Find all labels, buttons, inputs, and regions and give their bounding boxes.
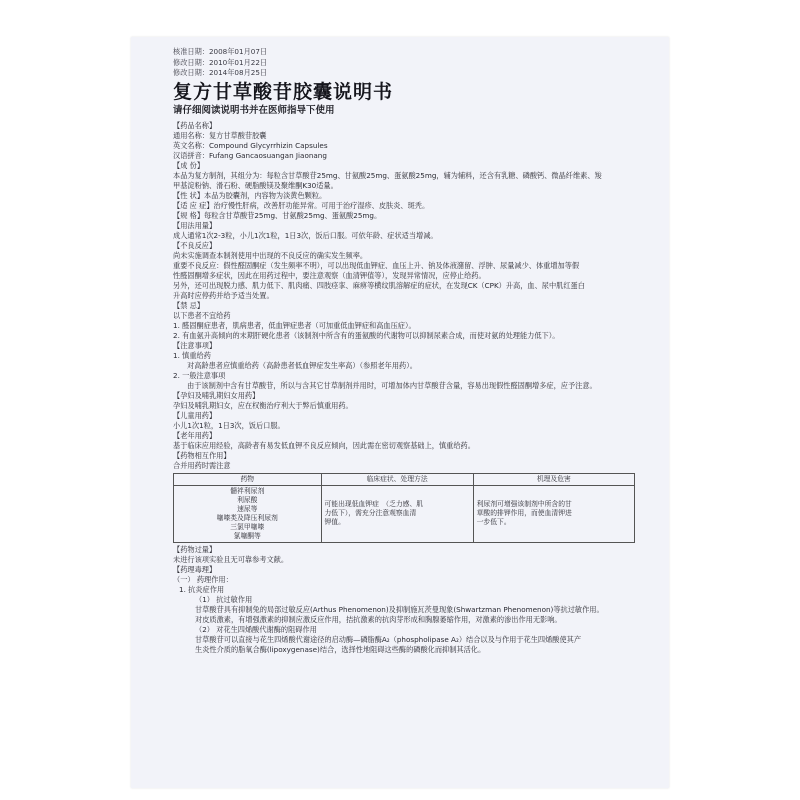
text-line: 以下患者不宜给药 — [173, 310, 231, 320]
section-pregnancy — [173, 391, 661, 411]
symptom-cell — [321, 485, 473, 542]
text-line: 甲基淀粉钠、滑石粉、硬脂酸镁及聚维酮K30适量。 — [173, 180, 338, 190]
symptom-line: 力低下），需充分注意观察血清 — [324, 509, 417, 517]
drug-item: 噻嗪类及降压利尿剂 — [216, 513, 278, 522]
text-line: 小儿1次1粒，1日3次，饭后口服。 — [173, 420, 285, 430]
section-overdose — [173, 545, 661, 565]
symptom-line: 可能出现低血钾症 （乏力感、肌 — [324, 500, 424, 508]
column-header: 药物 — [174, 473, 322, 485]
text-line: （2） 对花生四烯酸代谢酶的阻碍作用 — [195, 624, 317, 634]
section-heading: 【儿童用药】 — [173, 410, 217, 420]
leaflet-paper — [131, 37, 669, 788]
column-header: 机理及危害 — [473, 473, 634, 485]
section-heading: 【不良反应】 — [173, 240, 217, 250]
section-heading: 【禁 忌】 — [173, 300, 205, 310]
section-heading: 【药物相互作用】 — [173, 450, 231, 460]
text-line: 2. 一般注意事项 — [173, 370, 226, 380]
document-title: 复方甘草酸苷胶囊说明书 — [173, 80, 394, 103]
drug-item: 髓袢利尿剂 — [230, 486, 265, 495]
text-line: 对高龄患者应慎重给药（高龄患者低血钾症发生率高）（参照老年用药）。 — [187, 360, 417, 370]
drug-list-cell — [174, 485, 322, 542]
revision-date-1: 修改日期：2010年01月22日 — [173, 57, 268, 67]
section-precautions — [173, 341, 661, 391]
generic-name: 通用名称：复方甘草酸苷胶囊 — [173, 130, 267, 140]
section-children — [173, 411, 661, 431]
text-line: 本品为复方制剂，其组分为：每粒含甘草酸苷25mg、甘氨酸25mg、蛋氨酸25mg，辅为辅料，还含有乳糖、磷酸钙、微晶纤维素、羧 — [173, 170, 602, 180]
text-line: 重要不良反应：假性醛固酮症（发生频率不明），可以出现低血钾症、血压上升、钠及体液潴留、浮肿、尿量减少、体重增加等假 — [173, 260, 580, 270]
text-line: 甘草酸苷具有抑制兔的局部过敏反应(Arthus Phenomenon)及抑制施瓦茨曼现象(Shwartzman Phenomenon)等抗过敏作用。 — [195, 604, 604, 614]
document-subtitle: 请仔细阅读说明书并在医师指导下使用 — [173, 104, 335, 116]
text-line: 未进行该项实验且无可靠参考文献。 — [173, 554, 289, 564]
english-name: 英文名称：Compound Glycyrrhizin Capsules — [173, 140, 328, 150]
drug-item: 速尿等 — [237, 504, 258, 513]
section-adverse-reactions — [173, 241, 661, 301]
revision-dates — [173, 47, 661, 79]
text-line: 2. 有血氨升高倾向的末期肝硬化患者（该制剂中所含有的蛋氨酸的代谢物可以抑制尿素合成，而使对氨的处理能力低下）。 — [173, 330, 560, 340]
section-composition — [173, 161, 661, 191]
text-line: 孕妇及哺乳期妇女，应在权衡治疗利大于弊后慎重用药。 — [173, 400, 353, 410]
section-dosage — [173, 221, 661, 241]
text-line: 对皮质激素，有增强激素的抑制应激反应作用，拮抗激素的抗肉芽形成和胸腺萎缩作用，对激素的渗出作用无影响。 — [195, 614, 562, 624]
column-header: 临床症状、处理方法 — [321, 473, 473, 485]
text-line: 1. 醛固酮症患者，肌病患者，低血钾症患者（可加重低血钾症和高血压症）。 — [173, 320, 416, 330]
text-line: 1. 抗炎症作用 — [179, 584, 225, 594]
section-drug-name — [173, 121, 661, 161]
mechanism-cell — [473, 485, 634, 542]
text-line: 1. 慎重给药 — [173, 350, 211, 360]
section-heading: 【用法用量】 — [173, 220, 217, 230]
section-specification: 【规 格】每粒含甘草酸苷25mg、甘氨酸25mg、蛋氨酸25mg。 — [173, 210, 382, 220]
section-heading: 【药物过量】 — [173, 544, 217, 554]
text-line: （一） 药理作用： — [173, 574, 233, 584]
approval-date: 核准日期：2008年01月07日 — [173, 47, 268, 56]
text-line: 甘草酸苷可以直接与花生四烯酸代谢途径的启动酶—磷脂酶A₂（phospholipase A₂）结合以及与作用于花生四烯酸使其产 — [195, 634, 582, 644]
section-heading: 【药品名称】 — [173, 120, 217, 130]
drug-item: 利尿酸 — [237, 495, 258, 504]
section-interactions — [173, 451, 661, 543]
section-contraindications — [173, 301, 661, 341]
section-character: 【性 状】本品为胶囊剂，内容物为淡黄色颗粒。 — [173, 190, 327, 200]
text-line: 性醛固酮增多症状，因此在用药过程中，要注意观察（血清钾值等），发现异常情况，应停止给药。 — [173, 270, 486, 280]
section-heading: 【注意事项】 — [173, 340, 217, 350]
leaflet-content — [173, 47, 661, 655]
text-line: 生炎性介质的脂氧合酶(lipoxygenase)结合，选择性地阻碍这些酶的磷酸化而抑制其活化。 — [195, 644, 486, 654]
section-heading: 【药理毒理】 — [173, 564, 217, 574]
table-header-row — [174, 473, 635, 485]
mechanism-line: 草酸的排钾作用，而使血清钾进 — [476, 509, 572, 517]
section-heading: 【孕妇及哺乳期妇女用药】 — [173, 390, 260, 400]
mechanism-line: 一步低下。 — [476, 518, 511, 526]
table-row — [174, 485, 635, 542]
section-elderly — [173, 431, 661, 451]
drug-item: 三氯甲噻嗪 — [230, 522, 265, 531]
text-line: 由于该制剂中含有甘草酸苷，所以与含其它甘草制剂并用时，可增加体内甘草酸苷含量，容易出现假性醛固酮增多症，应予注意。 — [187, 380, 597, 390]
drug-item: 氯噻酮等 — [233, 531, 261, 540]
pinyin-name: 汉语拼音：Fufang Gancaosuangan Jiaonang — [173, 150, 327, 160]
mechanism-line: 利尿剂可增强该制剂中所含的甘 — [476, 500, 572, 508]
text-line: 基于临床应用经验，高龄者有易发低血钾不良反应倾向，因此需在密切观察基础上，慎重给药。 — [173, 440, 475, 450]
text-line: 尚未实施调查本制剂使用中出现的不良反应的确实发生频率。 — [173, 250, 368, 260]
section-indication: 【适 应 症】治疗慢性肝病，改善肝功能异常。可用于治疗湿疹、皮肤炎、斑秃。 — [173, 200, 430, 210]
section-heading: 【成 份】 — [173, 160, 205, 170]
section-pharmacology — [173, 565, 661, 655]
text-line: 升高时应停药并给予适当处置。 — [173, 290, 274, 300]
text-line: 成人通常1次2-3粒，小儿1次1粒，1日3次，饭后口服。可依年龄、症状适当增减。 — [173, 230, 438, 240]
interaction-table — [173, 473, 635, 543]
text-line: 合并用药时需注意 — [173, 460, 231, 470]
symptom-line: 钾值。 — [324, 518, 345, 526]
text-line: 另外，还可出现脱力感、肌力低下、肌肉痛、四肢痉挛、麻痹等横纹肌溶解症的症状，在发现CK（CPK）升高，血、尿中肌红蛋白 — [173, 280, 585, 290]
section-heading: 【老年用药】 — [173, 430, 217, 440]
text-line: （1） 抗过敏作用 — [195, 594, 253, 604]
revision-date-2: 修改日期：2014年08月25日 — [173, 68, 268, 77]
